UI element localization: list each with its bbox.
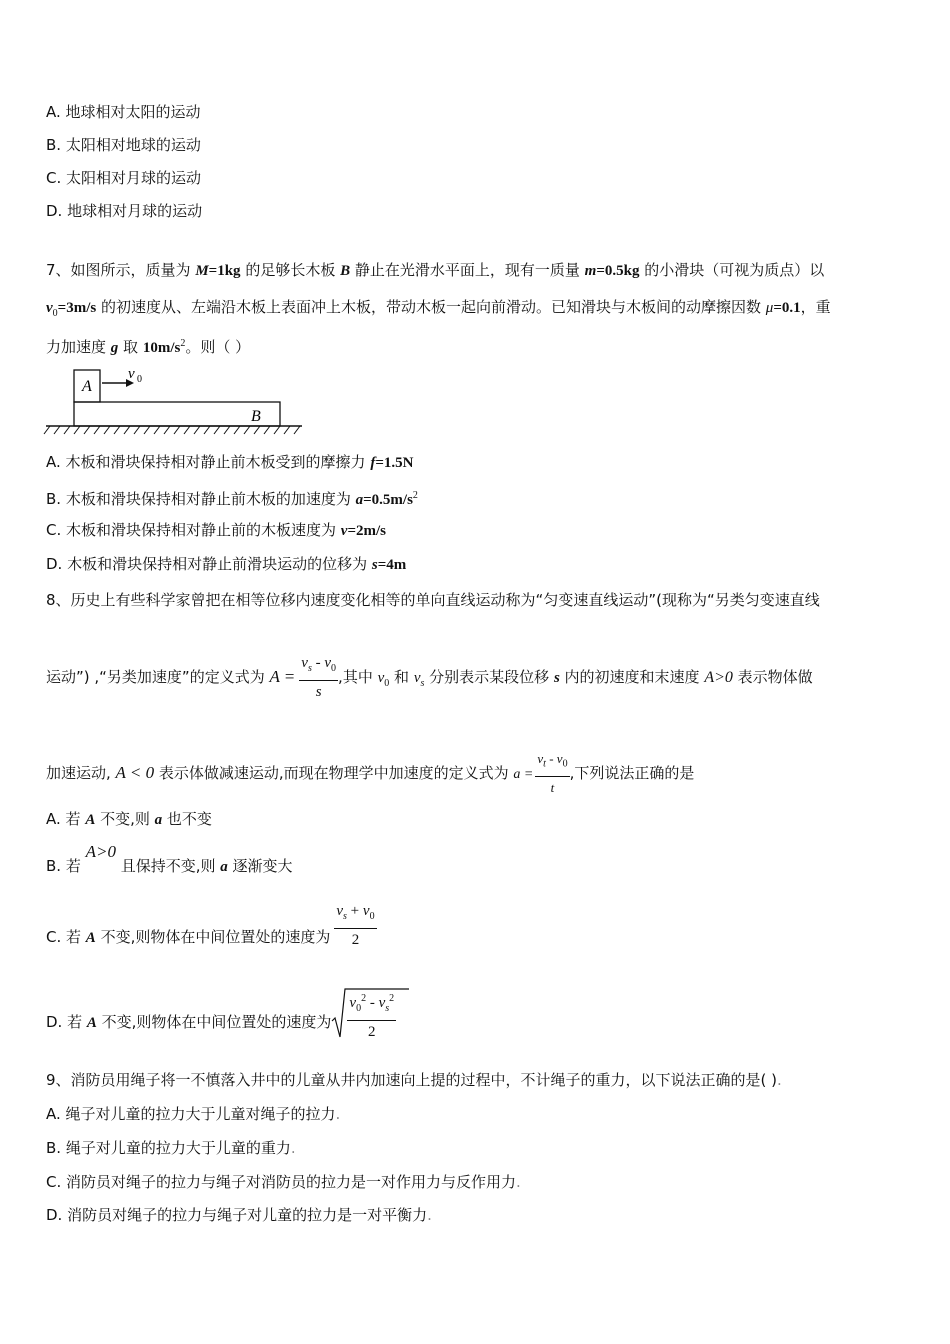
- fraction-acceleration: $\frac{v_t - v_0}{t}$: [535, 748, 569, 799]
- q7-option-b: B. 木板和滑块保持相对静止前木板的加速度为 $a=0.5m/s^2$: [46, 490, 418, 508]
- q8-stem-line3: 加速运动, A < 0 表示体做减速运动,而现在物理学中加速度的定义式为 a = $\frac{v_t - v_0}{t}$ ,下列说法正确的是: [46, 748, 694, 796]
- q9-option-a: A. 绳子对儿童的拉力大于儿童对绳子的拉力.: [46, 1105, 341, 1123]
- q8-option-a: A. 若 A 不变,则 a 也不变: [46, 810, 212, 828]
- board-b: [74, 402, 280, 426]
- velocity-label: v: [128, 366, 135, 382]
- q8-stem-line1: 8、历史上有些科学家曾把在相等位移内速度变化相等的单向直线运动称为“匀变速直线运动”(现称为“另类匀变速直线: [46, 591, 820, 609]
- q7-option-c: C. 木板和滑块保持相对静止前的木板速度为 v=2m/s: [46, 521, 387, 539]
- radical-sign: [331, 987, 411, 1041]
- ground-hatching: [44, 426, 300, 434]
- fraction-midpoint-velocity: $\frac{v_s + v_0}{2}$: [334, 900, 376, 951]
- q8-option-c: C. 若 A 不变,则物体在中间位置处的速度为 $\frac{v_s + v_0}{2}$: [46, 900, 377, 950]
- block-a-label: A: [82, 378, 92, 395]
- q7-stem-line3: 力加速度 g 取 $10m/s^2$。则（ ）: [46, 338, 251, 356]
- q9-option-d: D. 消防员对绳子的拉力与绳子对儿童的拉力是一对平衡力.: [46, 1206, 432, 1224]
- q7-option-d: D. 木板和滑块保持相对静止前滑块运动的位移为 s=4m: [46, 555, 407, 573]
- q6-option-c: C. 太阳相对月球的运动: [46, 169, 202, 187]
- fraction-another-acceleration: $\frac{v_s - v_0}{s}$: [299, 652, 338, 703]
- q6-option-b: B. 太阳相对地球的运动: [46, 136, 201, 154]
- q8-stem-line2: 运动”) ,“另类加速度”的定义式为 A = $\frac{v_s - v_0}{s}$ ,其中 $v_0$ 和 $v_s$ 分别表示某段位移 s 内的初速度和末速度 A>0 表示物体做: [46, 652, 813, 700]
- q9-option-b: B. 绳子对儿童的拉力大于儿童的重力.: [46, 1139, 296, 1157]
- sqrt-midpoint-velocity: $\frac{v_0^2 - v_s^2}{2}$: [331, 987, 396, 1043]
- q7-option-a: A. 木板和滑块保持相对静止前木板受到的摩擦力 f=1.5N: [46, 453, 414, 471]
- q6-option-a: A. 地球相对太阳的运动: [46, 103, 201, 121]
- q7-stem-line1: 7、如图所示，质量为 M=1kg 的足够长木板 B 静止在光滑水平面上，现有一质量 m=0.5kg 的小滑块（可视为质点）以: [46, 261, 825, 279]
- q9-stem: 9、消防员用绳子将一不慎落入井中的儿童从井内加速向上提的过程中，不计绳子的重力，以下说法正确的是( ).: [46, 1071, 782, 1089]
- q7-stem-line2: $v_0=3m/s$ 的初速度从、左端沿木板上表面冲上木板，带动木板一起向前滑动。已知滑块与木板间的动摩擦因数 μ=0.1，重: [46, 298, 831, 319]
- velocity-label-sub: 0: [137, 374, 142, 385]
- board-b-label: B: [251, 408, 261, 425]
- q9-option-c: C. 消防员对绳子的拉力与绳子对消防员的拉力是一对作用力与反作用力.: [46, 1173, 521, 1191]
- q8-option-b: B. 若 A>0 且保持不变,则 a 逐渐变大: [46, 842, 293, 875]
- q8-option-d: D. 若 A 不变,则物体在中间位置处的速度为 $\frac{v_0^2 - v_s^2}{2}$: [46, 986, 396, 1042]
- q6-option-d: D. 地球相对月球的运动: [46, 202, 203, 220]
- q7-figure-block-on-board: [40, 362, 310, 442]
